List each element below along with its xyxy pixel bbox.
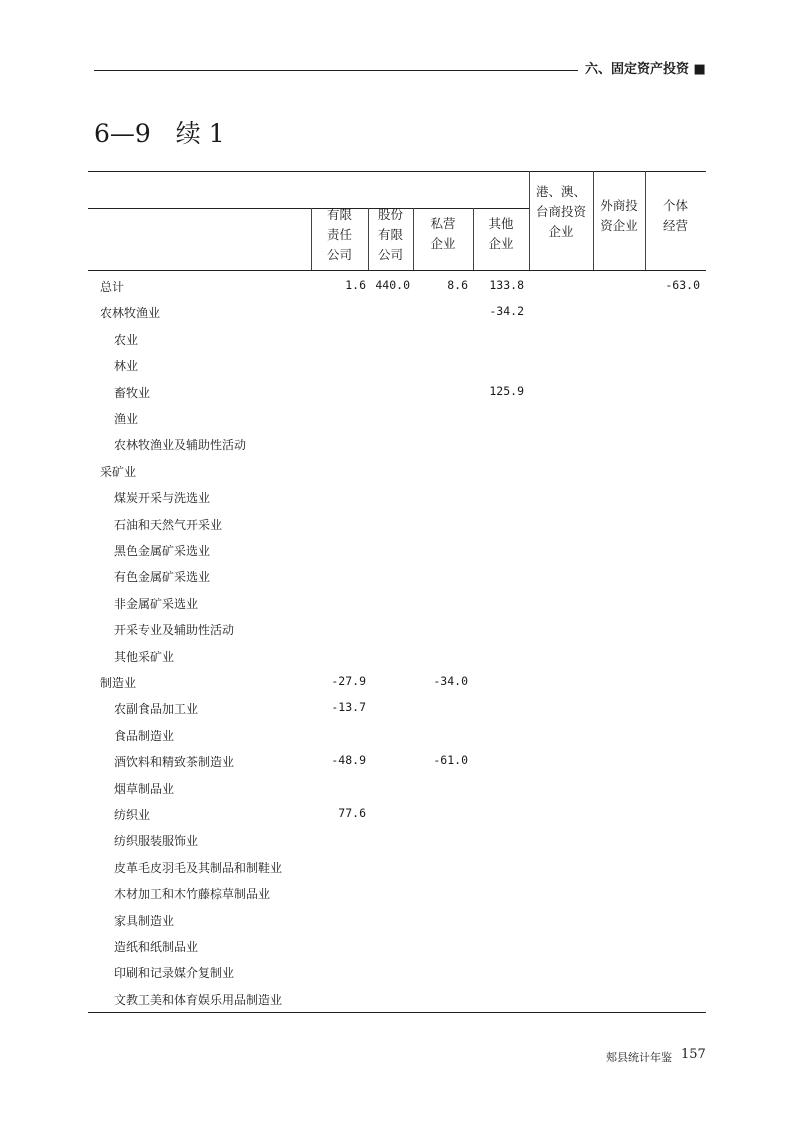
row-label: 非金属矿采选业 (114, 596, 199, 611)
table-row (94, 832, 706, 858)
table-row (94, 885, 706, 911)
table-row (94, 489, 706, 515)
table-row (94, 331, 706, 357)
row-label: 皮革毛皮羽毛及其制品和制鞋业 (114, 860, 283, 875)
row-label: 纺织业 (114, 808, 151, 822)
row-label: 黑色金属矿采选业 (114, 544, 211, 558)
section-title: 六、固定资产投资 ■ (585, 62, 706, 77)
table-cell: 1.6 (345, 278, 366, 292)
table-row (94, 621, 706, 647)
table-cell: 77.6 (338, 806, 366, 820)
table-row (94, 278, 706, 304)
header-rule (94, 70, 578, 71)
table-row (94, 991, 706, 1017)
book-title: 郏县统计年鉴 (606, 1051, 672, 1064)
column-header (593, 196, 645, 236)
table-row (94, 753, 706, 779)
column-header-line: 台商投资 (535, 204, 586, 219)
column-header-line: 资企业 (600, 218, 638, 233)
table-row (94, 384, 706, 410)
column-header (529, 182, 593, 242)
column-header-line: 企业 (430, 236, 456, 251)
column-header (368, 205, 413, 265)
row-label: 造纸和纸制品业 (114, 940, 199, 954)
row-label: 木材加工和木竹藤棕草制品业 (114, 887, 271, 902)
row-label: 石油和天然气开采业 (114, 517, 223, 532)
column-header (413, 214, 473, 254)
row-label: 酒饮料和精致茶制造业 (114, 755, 235, 770)
column-header-line: 责任 (326, 227, 352, 242)
row-label: 畜牧业 (114, 385, 151, 400)
table-cell: 440.0 (375, 278, 410, 292)
row-label: 家具制造业 (114, 913, 175, 928)
table-row (94, 859, 706, 885)
table-row (94, 568, 706, 594)
table-cell: -61.0 (433, 753, 468, 768)
table-top-rule (88, 171, 706, 172)
column-header-line: 有限 (326, 207, 352, 222)
column-header (473, 214, 529, 254)
table-cell: -48.9 (331, 753, 366, 768)
column-header-line: 企业 (488, 236, 514, 251)
row-label: 采矿业 (100, 464, 137, 479)
column-header-line: 其他 (488, 216, 514, 231)
table-cell: -34.0 (433, 674, 468, 688)
table-cell: 133.8 (489, 278, 524, 292)
row-label: 烟草制品业 (114, 781, 175, 796)
row-label: 制造业 (100, 676, 137, 690)
column-header-line: 个体 (662, 198, 688, 213)
column-header-line: 经营 (662, 218, 688, 233)
table-row (94, 516, 706, 542)
table-row (94, 938, 706, 964)
row-label: 文教工美和体育娱乐用品制造业 (114, 992, 283, 1007)
row-label: 煤炭开采与洗选业 (114, 491, 211, 506)
table-row (94, 542, 706, 568)
table-cell: -27.9 (331, 674, 366, 688)
header-bottom-rule (88, 270, 706, 271)
table-row (94, 806, 706, 832)
table-cell: -34.2 (489, 304, 524, 319)
column-header-line: 私营 (430, 216, 456, 231)
table-row (94, 648, 706, 674)
table-row (94, 964, 706, 990)
table-cell: 125.9 (489, 383, 524, 398)
table-row (94, 912, 706, 938)
table-cell: -63.0 (665, 278, 700, 292)
row-label: 总计 (100, 280, 125, 294)
row-label: 开采专业及辅助性活动 (114, 623, 235, 638)
column-header-line: 有限 (377, 227, 403, 242)
column-header-line: 港、澳、 (535, 184, 586, 199)
row-label: 纺织服装服饰业 (114, 834, 199, 849)
row-label: 有色金属矿采选业 (114, 570, 211, 585)
column-header-line: 公司 (377, 247, 403, 262)
table-row (94, 700, 706, 726)
row-label: 渔业 (114, 412, 139, 426)
table-row (94, 674, 706, 700)
row-label: 印刷和记录媒介复制业 (114, 966, 235, 981)
column-header-line: 企业 (548, 224, 574, 239)
table-row (94, 727, 706, 753)
column-header-line: 公司 (326, 247, 352, 262)
table-title: 6—9 续 1 (94, 119, 225, 148)
table-row (94, 436, 706, 462)
column-header-line: 股份 (377, 207, 403, 222)
row-label: 林业 (114, 359, 139, 374)
table-row (94, 357, 706, 383)
header-divider-rule (88, 208, 529, 209)
row-label: 农业 (114, 332, 139, 347)
row-label: 农副食品加工业 (114, 702, 199, 717)
table-row (94, 410, 706, 436)
table-row (94, 780, 706, 806)
table-row (94, 304, 706, 330)
column-header-line: 外商投 (600, 198, 638, 213)
row-label: 农林牧渔业 (100, 306, 161, 321)
table-row (94, 463, 706, 489)
page-number: 157 (681, 1047, 706, 1062)
table-row (94, 595, 706, 621)
column-header (645, 196, 706, 236)
row-label: 食品制造业 (114, 728, 175, 743)
column-header (311, 205, 368, 265)
row-label: 农林牧渔业及辅助性活动 (114, 438, 247, 453)
row-label: 其他采矿业 (114, 649, 175, 664)
table-cell: 8.6 (447, 278, 468, 292)
table-cell: -13.7 (331, 700, 366, 715)
